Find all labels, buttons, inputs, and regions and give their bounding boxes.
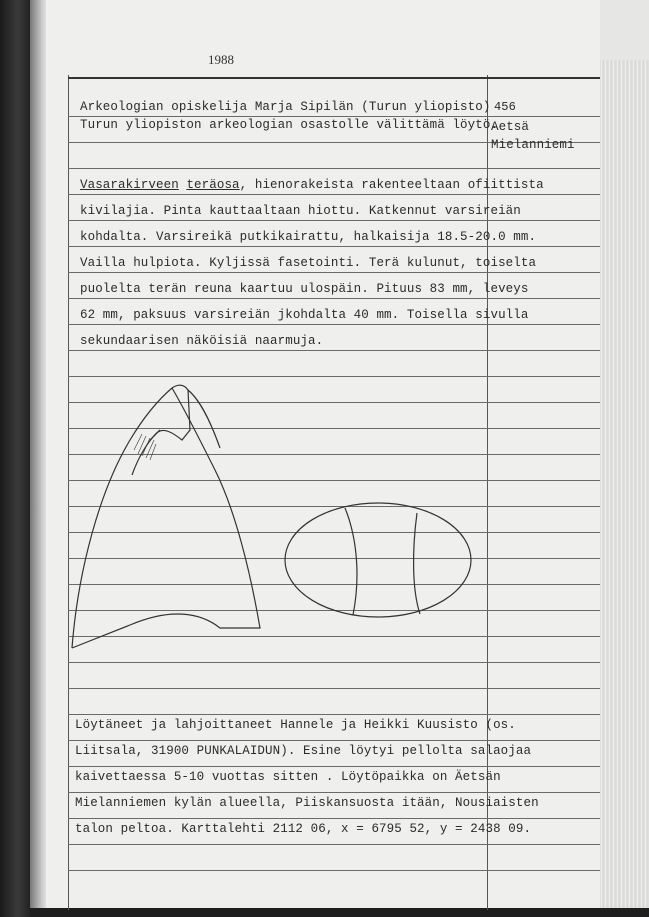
- rule: [68, 324, 600, 325]
- rule: [68, 766, 600, 767]
- finders-line: talon peltoa. Karttalehti 2112 06, x = 6795 52, y = 2438 09.: [75, 822, 532, 836]
- catalog-place-line2: Mielanniemi: [491, 138, 575, 152]
- description-line-first: [80, 178, 544, 192]
- rule: [68, 688, 600, 689]
- header-rule: [68, 77, 600, 79]
- catalog-number: 456: [494, 100, 516, 114]
- axe-cross-section-sketch: [285, 503, 471, 617]
- rule: [68, 298, 600, 299]
- finders-line: Löytäneet ja lahjoittaneet Hannele ja Heikki Kuusisto (os.: [75, 718, 516, 732]
- catalog-place-line1: Aetsä: [491, 120, 530, 134]
- description-line: sekundaarisen näköisiä naarmuja.: [80, 334, 324, 348]
- rule: [68, 272, 600, 273]
- finders-line: Mielanniemen kylän alueella, Piiskansuosta itään, Nousiaisten: [75, 796, 539, 810]
- description-line: kohdalta. Varsireikä putkikairattu, halkaisija 18.5-20.0 mm.: [80, 230, 537, 244]
- rule: [68, 116, 600, 117]
- rule: [68, 818, 600, 819]
- intro-line: Turun yliopiston arkeologian osastolle välittämä löytö.: [80, 118, 499, 132]
- description-part-word: teräosa: [186, 178, 240, 192]
- description-line: 62 mm, paksuus varsireiän jkohdalta 40 mm. Toisella sivulla: [80, 308, 529, 322]
- rule: [68, 870, 600, 871]
- description-line1-rest: , hienorakeista rakenteeltaan ofiittista: [239, 178, 544, 192]
- page-year: 1988: [208, 52, 234, 67]
- axe-fragment-drawing: [60, 370, 490, 670]
- description-line: kivilajia. Pinta kauttaaltaan hiottu. Katkennut varsireiän: [80, 204, 521, 218]
- description-line: Vailla hulpiota. Kyljissä fasetointi. Terä kulunut, toiselta: [80, 256, 537, 270]
- rule: [68, 792, 600, 793]
- rule: [68, 246, 600, 247]
- rule: [68, 220, 600, 221]
- axe-profile-sketch: [72, 385, 260, 648]
- intro-line: Arkeologian opiskelija Marja Sipilän (Turun yliopisto): [80, 100, 491, 114]
- finders-line: Liitsala, 31900 PUNKALAIDUN). Esine löytyi pellolta salaojaa: [75, 744, 532, 758]
- rule: [68, 740, 600, 741]
- rule: [68, 844, 600, 845]
- rule: [68, 168, 600, 169]
- rule: [68, 350, 600, 351]
- rule: [68, 714, 600, 715]
- rule: [68, 194, 600, 195]
- finders-line: kaivettaessa 5-10 vuottas sitten . Löytöpaikka on Äetsän: [75, 770, 501, 784]
- description-object-word: Vasarakirveen: [80, 178, 179, 192]
- description-line: puolelta terän reuna kaartuu ulospäin. Pituus 83 mm, leveys: [80, 282, 529, 296]
